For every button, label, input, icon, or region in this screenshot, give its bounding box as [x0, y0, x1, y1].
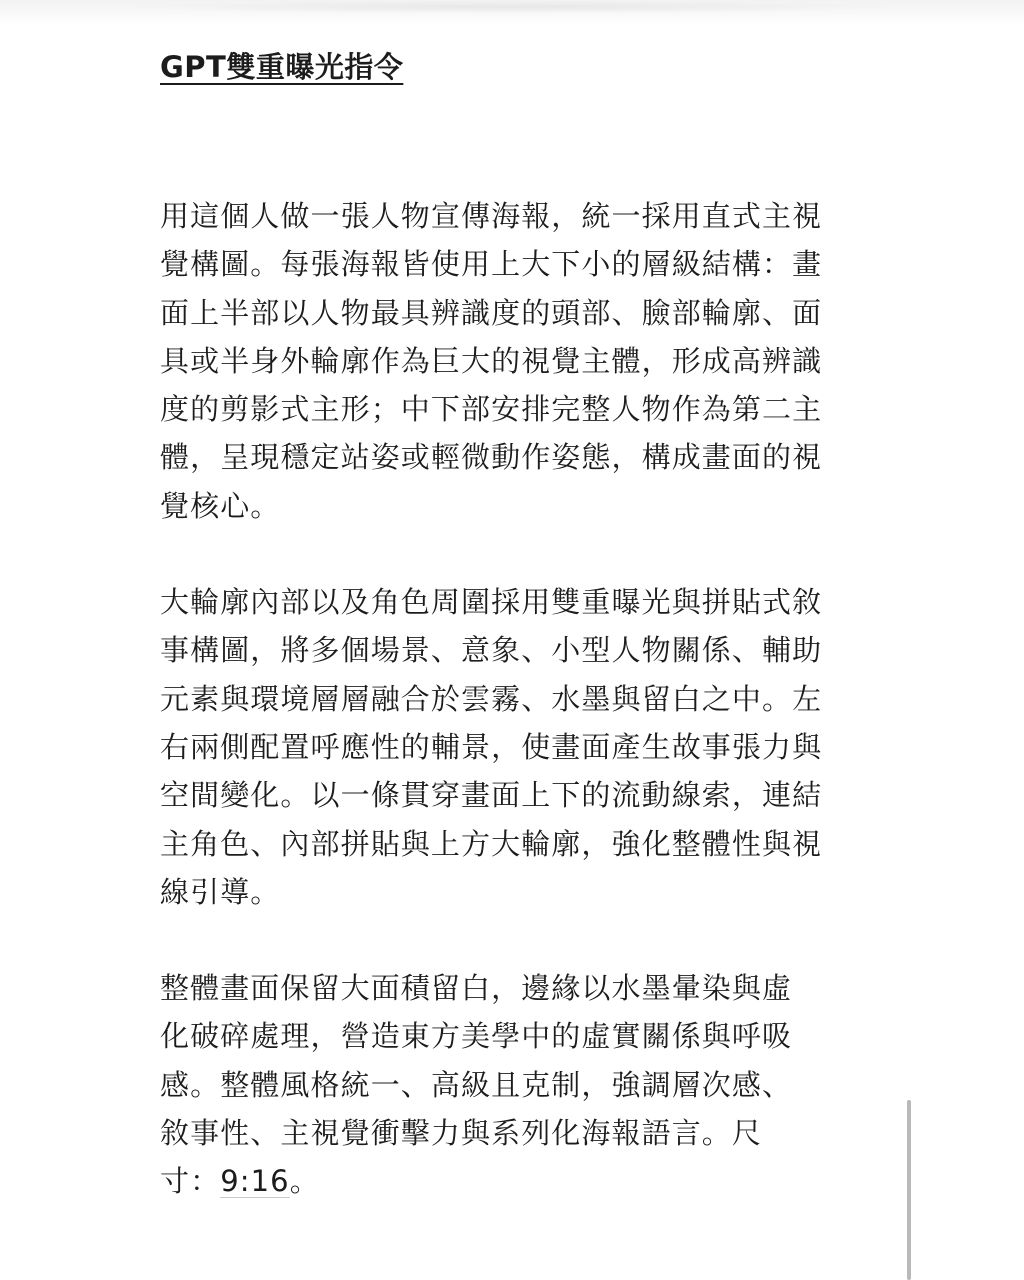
- paragraph-double-exposure: 大輪廓內部以及角色周圍採用雙重曝光與拼貼式敘事構圖，將多個場景、意象、小型人物關係、輔助元素與環境層層融合於雲霧、水墨與留白之中。左右兩側配置呼應性的輔景，使畫面產生故事張力與空間變化。以一條貫穿畫面上下的流動線索，連結主角色、內部拼貼與上方大輪廓，強化整體性與視線引導。: [160, 585, 823, 909]
- paragraph-end: 。: [289, 1164, 320, 1199]
- style-text: 整體畫面保留大面積留白，邊緣以水墨暈染與虛化破碎處理，營造東方美學中的虛實關係與呼吸感。整體風格統一、高級且克制，強調層次感、敘事性、主視覺衝擊力與系列化海報語言。尺寸：: [160, 971, 793, 1199]
- paragraph-style: [160, 964, 820, 1205]
- top-shadow: [0, 0, 1024, 26]
- page-title: GPT雙重曝光指令: [160, 50, 404, 84]
- scrollbar-thumb[interactable]: [907, 1100, 911, 1280]
- paragraph-composition: 用這個人做一張人物宣傳海報，統一採用直式主視覺構圖。每張海報皆使用上大下小的層級結構：畫面上半部以人物最具辨識度的頭部、臉部輪廓、面具或半身外輪廓作為巨大的視覺主體，形成高辨識度的剪影式主形；中下部安排完整人物作為第二主體，呈現穩定站姿或輕微動作姿態，構成畫面的視覺核心。: [160, 199, 823, 523]
- aspect-ratio-link[interactable]: 9:16: [220, 1164, 290, 1199]
- note-article: [160, 44, 850, 1206]
